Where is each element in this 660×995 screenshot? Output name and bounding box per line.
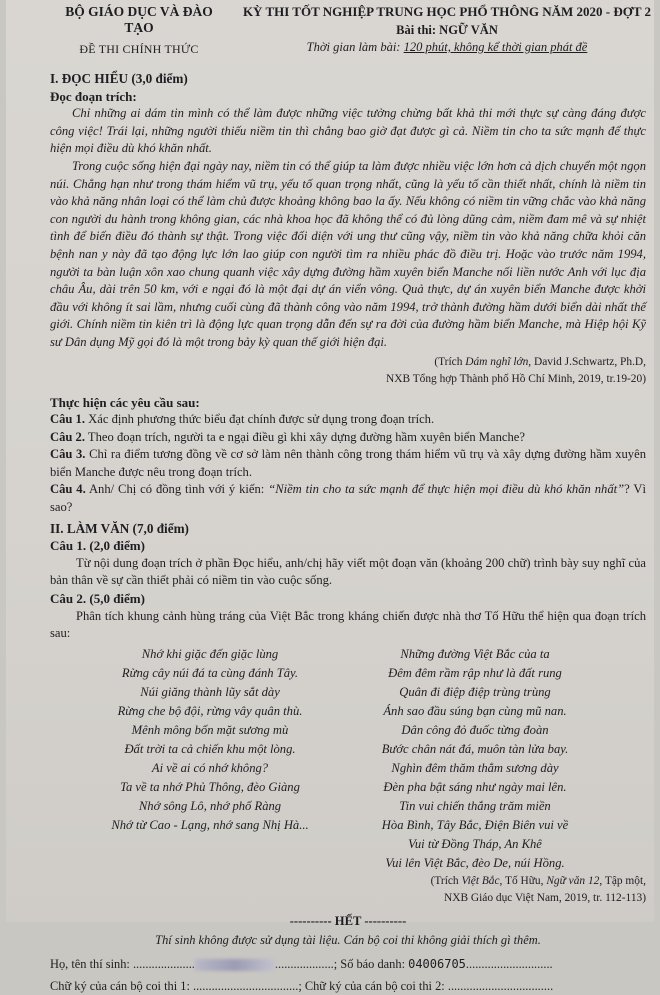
time-prefix: Thời gian làm bài:	[306, 40, 401, 54]
poem-line: Nhớ từ Cao - Lạng, nhớ sang Nhị Hà...	[111, 817, 309, 832]
source-prefix: (Trích	[434, 355, 466, 368]
end-mark: ---------- HẾT ----------	[289, 913, 407, 928]
candidate-number: 04006705	[408, 957, 466, 971]
passage-paragraph-2: Trong cuộc sống hiện đại ngày nay, niềm tin có thể giúp ta làm được nhiều việc lớn hơn cả dịch chuyển một ngọn núi. Chẳng hạn như trong thám hiểm vũ trụ, yếu tố quan trọng nhất, cũng là yếu tố cần thiết nhất, chính là niềm tin vào khả năng nhân loại có thể làm chủ được khoảng không bao la ấy. Nếu không có niềm tin vững chắc vào khả năng con người du hành trong không gian, các nhà khoa học đã không thể có đủ lòng dũng cảm, niềm đam mê và sự nhiệt tình để biến điều đó thành sự thật. Trong việc đối diện với ung thư cũng vậy, niềm tin vào khả năng chữa khỏi căn bệnh nan y này đã tạo động lực lớn lao giúp con người tìm ra nhiều phác đồ điều trị. Hoặc vào trước năm 1994, người ta bàn luận xôn xao chung quanh việc xây dựng đường hầm xuyên biển Manche nối liền nước Anh với lục địa châu Âu, dài trên 50 km, với e ngại đó là một đại dự án viển vông. Quả thực, dự án xuyên biển Manche được khởi đầu với không ít sai lầm, nhưng cuối cùng đã thành công vào năm 1994, trở thành đường hầm dưới biển dài nhất thế giới. Chính niềm tin kiên trì là động lực quan trọng dẫn đến sự ra đời của đường hầm biển Manche, mà Hiệp hội Kỹ sư Dân dụng Mỹ gọi đó là một trong bảy kỳ quan thế giới hiện đại.	[50, 158, 646, 349]
tasks-heading: Thực hiện các yêu cầu sau:	[50, 394, 200, 410]
question-1-label: Câu 1.	[50, 412, 85, 427]
ministry-name: BỘ GIÁO DỤC VÀ ĐÀO TẠO	[65, 4, 213, 35]
poem-source-mid: , Tố Hữu,	[499, 874, 547, 887]
essay-q1-label: Câu 1. (2,0 điểm)	[50, 538, 145, 554]
poem-line: Ta về ta nhớ Phủ Thông, đèo Giàng	[120, 779, 300, 794]
header-left	[54, 4, 224, 57]
poem-left-column	[90, 645, 330, 835]
name-dots-2: ...................	[274, 957, 334, 971]
part2-heading: II. LÀM VĂN (7,0 điểm)	[50, 520, 189, 536]
name-dots: ....................	[132, 957, 195, 971]
poem-source-prefix: (Trích	[430, 874, 462, 887]
candidate-name-label: Họ, tên thí sinh:	[50, 957, 133, 971]
poem-line: Nghìn đêm thăm thẳm sương dày	[391, 760, 559, 775]
poem-source-suffix: , Tập một,	[599, 874, 646, 887]
question-4-end: ? Vì sao?	[50, 482, 646, 515]
poem-source-work: Việt Bắc	[461, 874, 500, 887]
question-1	[50, 411, 646, 429]
passage-paragraph-1: Chỉ những ai dám tin mình có thể làm được những việc tưởng chừng bất khả thi mới thực sự càng đáng được công việc! Trái lại, những người thiếu niềm tin thì chẳng bao giờ đạt được gì cả. Niềm tin cho ta sức mạnh để thực hiện mọi điều dù khó khăn nhất.	[50, 106, 646, 156]
question-2	[50, 429, 646, 447]
question-3-label: Câu 3.	[50, 447, 86, 462]
poem-line: Những đường Việt Bắc của ta	[400, 646, 550, 661]
question-4-text: Anh/ Chị có đồng tình với ý kiến:	[85, 482, 269, 497]
source-book: Dám nghĩ lớn	[465, 355, 529, 368]
poem-line: Hòa Bình, Tây Bắc, Điện Biên vui về	[381, 817, 569, 832]
poem-line: Tin vui chiến thắng trăm miền	[399, 798, 551, 813]
number-dots: ............................	[465, 957, 553, 971]
poem-line: Nhớ sông Lô, nhớ phố Ràng	[138, 798, 282, 813]
poem-line: Quân đi điệp điệp trùng trùng	[399, 684, 551, 699]
poem-line: Ánh sao đầu súng bạn cùng mũ nan.	[383, 703, 567, 718]
poem-line: Mênh mông bốn mặt sương mù	[131, 722, 289, 737]
essay-q2-text: Phân tích khung cảnh hùng tráng của Việt Bắc trong kháng chiến được nhà thơ Tố Hữu thể hiện qua đoạn trích sau:	[50, 608, 646, 641]
poem-line: Nhớ khi giặc đến giặc lùng	[141, 646, 279, 661]
question-3-text: Chỉ ra điểm tương đồng về cơ sở làm nên thành công trong thám hiểm vũ trụ và xây dựng đường hầm xuyên biển Manche được nêu trong đoạn trích.	[50, 447, 646, 479]
poem-source	[50, 873, 646, 907]
poem-line: Đèn pha bật sáng như ngày mai lên.	[383, 779, 567, 794]
question-4-quote: “Niềm tin cho ta sức mạnh để thực hiện mọi điều dù khó khăn nhất”	[268, 482, 625, 497]
question-4-label: Câu 4.	[50, 482, 86, 497]
supervisor-2-dots: ..................................	[447, 978, 554, 993]
poem-line: Dân công đỏ đuốc từng đoàn	[401, 722, 549, 737]
passage-source	[50, 354, 646, 388]
signature-line	[50, 978, 646, 995]
question-4	[50, 481, 646, 516]
poem-line: Rừng che bộ đội, rừng vây quân thù.	[117, 703, 303, 718]
supervisor-1-label: Chữ ký của cán bộ coi thi 1:	[50, 978, 193, 993]
official-exam-label: ĐỀ THI CHÍNH THỨC	[79, 42, 199, 56]
question-2-text: Theo đoạn trích, người ta e ngại điều gì khi xây dựng đường hầm xuyên biển Manche?	[85, 429, 525, 444]
poem-source-line-2: NXB Giáo dục Việt Nam, 2019, tr. 112-113)	[444, 891, 646, 904]
poem-line: Vui lên Việt Bắc, đèo De, núi Hồng.	[385, 855, 565, 870]
exam-title: KỲ THI TỐT NGHIỆP TRUNG HỌC PHỔ THÔNG NĂM 2020 - ĐỢT 2	[242, 4, 652, 19]
question-3	[50, 446, 646, 481]
time-value: 120 phút, không kể thời gian phát đề	[403, 40, 588, 54]
source-suffix: , David J.Schwartz, Ph.D,	[528, 355, 646, 368]
part1-heading: I. ĐỌC HIỂU (3,0 điểm)	[50, 71, 188, 86]
exam-paper	[6, 0, 654, 993]
poem-source-book: Ngữ văn 12	[546, 874, 600, 887]
poem-line: Đêm đêm rầm rập như là đất rung	[388, 665, 562, 680]
poem-right-column	[350, 645, 600, 873]
read-label: Đọc đoạn trích:	[50, 88, 137, 104]
supervisor-2-label: ; Chữ ký của cán bộ coi thi 2:	[298, 978, 448, 993]
poem-line: Vui từ Đồng Tháp, An Khê	[408, 836, 542, 851]
candidate-number-label: ; Số báo danh:	[333, 957, 409, 971]
subject-line: Bài thi: NGỮ VĂN	[396, 23, 498, 37]
poem-excerpt	[50, 645, 646, 871]
question-1-text: Xác định phương thức biểu đạt chính được sử dụng trong đoạn trích.	[85, 412, 435, 427]
poem-line: Rừng cây núi đá ta cùng đánh Tây.	[121, 665, 299, 680]
essay-q1-text: Từ nội dung đoạn trích ở phần Đọc hiểu, anh/chị hãy viết một đoạn văn (khoảng 200 chữ) trình bày suy nghĩ của bản thân về sự cần thiết phải có niềm tin vào cuộc sống.	[50, 555, 646, 588]
supervisor-1-dots: ..................................	[192, 978, 299, 993]
exam-content	[50, 70, 646, 995]
header-right	[242, 4, 652, 55]
poem-line: Đất trời ta cả chiến khu một lòng.	[124, 741, 296, 756]
exam-note: Thí sinh không được sử dụng tài liệu. Cán bộ coi thi không giải thích gì thêm.	[155, 933, 541, 948]
time-line	[242, 40, 652, 55]
poem-line: Ai về ai có nhớ không?	[151, 760, 269, 775]
question-2-label: Câu 2.	[50, 429, 85, 444]
candidate-info-line	[50, 956, 646, 974]
poem-line: Bước chân nát đá, muôn tàn lửa bay.	[381, 741, 569, 756]
source-line-2: NXB Tổng hợp Thành phố Hồ Chí Minh, 2019, tr.19-20)	[386, 372, 646, 385]
redacted-name	[195, 959, 275, 971]
poem-line: Núi giăng thành lũy sắt dày	[140, 684, 280, 699]
essay-q2-label: Câu 2. (5,0 điểm)	[50, 591, 145, 607]
